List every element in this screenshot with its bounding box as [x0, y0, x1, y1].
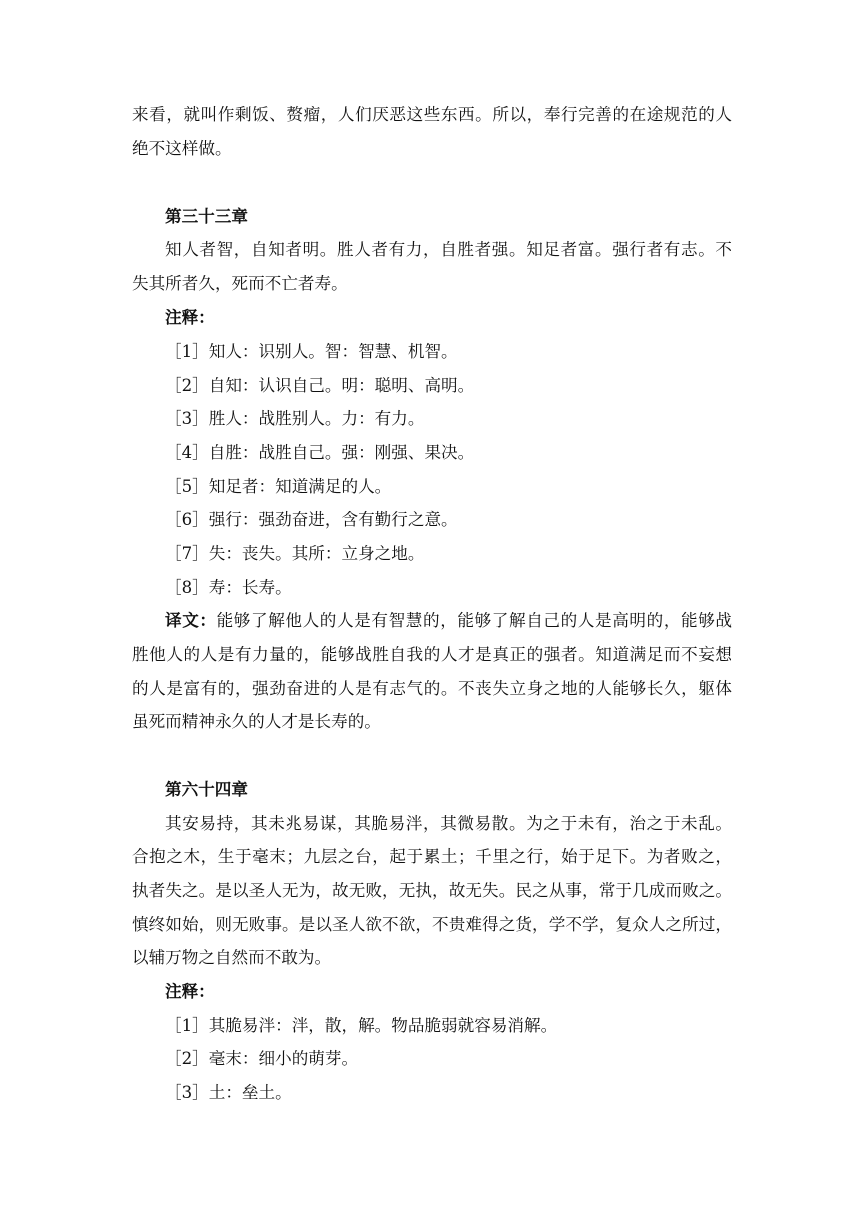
chapter-33-translation-line: 虽死而精神永久的人才是长寿的。 — [132, 712, 381, 731]
chapter-33-note: ［6］强行：强劲奋进，含有勤行之意。 — [165, 510, 458, 529]
intro-line: 来看，就叫作剩饭、赘瘤，人们厌恶这些东西。所以，奉行完善的在途规范的人 — [132, 105, 732, 124]
chapter-33-translation-label: 译文： — [165, 611, 217, 630]
chapter-64-title: 第六十四章 — [165, 780, 248, 799]
chapter-33-title: 第三十三章 — [165, 207, 248, 226]
chapter-33-note: ［7］失：丧失。其所：立身之地。 — [165, 544, 425, 563]
chapter-33-translation-text: 能够了解他人的人是有智慧的，能够了解自己的人是高明的，能够战 — [216, 611, 733, 630]
chapter-64-note: ［1］其脆易泮：泮，散，解。物品脆弱就容易消解。 — [165, 1016, 558, 1035]
chapter-64-text-line: 以辅万物之自然而不敢为。 — [132, 948, 332, 967]
chapter-33-translation-line — [165, 610, 732, 632]
chapter-64-text-line: 执者失之。是以圣人无为，故无败，无执，故无失。民之从事，常于几成而败之。 — [132, 881, 732, 900]
chapter-64-text-line: 慎终如始，则无败事。是以圣人欲不欲，不贵难得之货，学不学，复众人之所过， — [132, 915, 732, 934]
chapter-33-note: ［5］知足者：知道满足的人。 — [165, 477, 392, 496]
chapter-33-translation-line: 胜他人的人是有力量的，能够战胜自我的人才是真正的强者。知道满足而不妄想 — [132, 645, 732, 664]
chapter-33-translation-line: 的人是富有的，强劲奋进的人是有志气的。不丧失立身之地的人能够长久，躯体 — [132, 679, 732, 698]
chapter-64-notes-label: 注释： — [165, 982, 215, 1001]
chapter-64-note: ［3］土：垒土。 — [165, 1083, 292, 1102]
chapter-33-text-line: 知人者智，自知者明。胜人者有力，自胜者强。知足者富。强行者有志。不 — [165, 240, 732, 259]
chapter-64-text-line: 合抱之木，生于毫末；九层之台，起于累土；千里之行，始于足下。为者败之， — [132, 847, 732, 866]
chapter-33-note: ［3］胜人：战胜别人。力：有力。 — [165, 409, 425, 428]
chapter-33-note: ［4］自胜：战胜自己。强：刚强、果决。 — [165, 443, 475, 462]
chapter-33-notes-label: 注释： — [165, 308, 215, 327]
chapter-33-note: ［2］自知：认识自己。明：聪明、高明。 — [165, 376, 475, 395]
chapter-33-note: ［1］知人：识别人。智：智慧、机智。 — [165, 342, 458, 361]
chapter-64-note: ［2］毫末：细小的萌芽。 — [165, 1049, 359, 1068]
chapter-64-text-line: 其安易持，其未兆易谋，其脆易泮，其微易散。为之于未有，治之于未乱。 — [165, 814, 732, 833]
chapter-33-note: ［8］寿：长寿。 — [165, 578, 292, 597]
intro-line: 绝不这样做。 — [132, 139, 232, 158]
chapter-33-text-line: 失其所者久，死而不亡者寿。 — [132, 274, 348, 293]
